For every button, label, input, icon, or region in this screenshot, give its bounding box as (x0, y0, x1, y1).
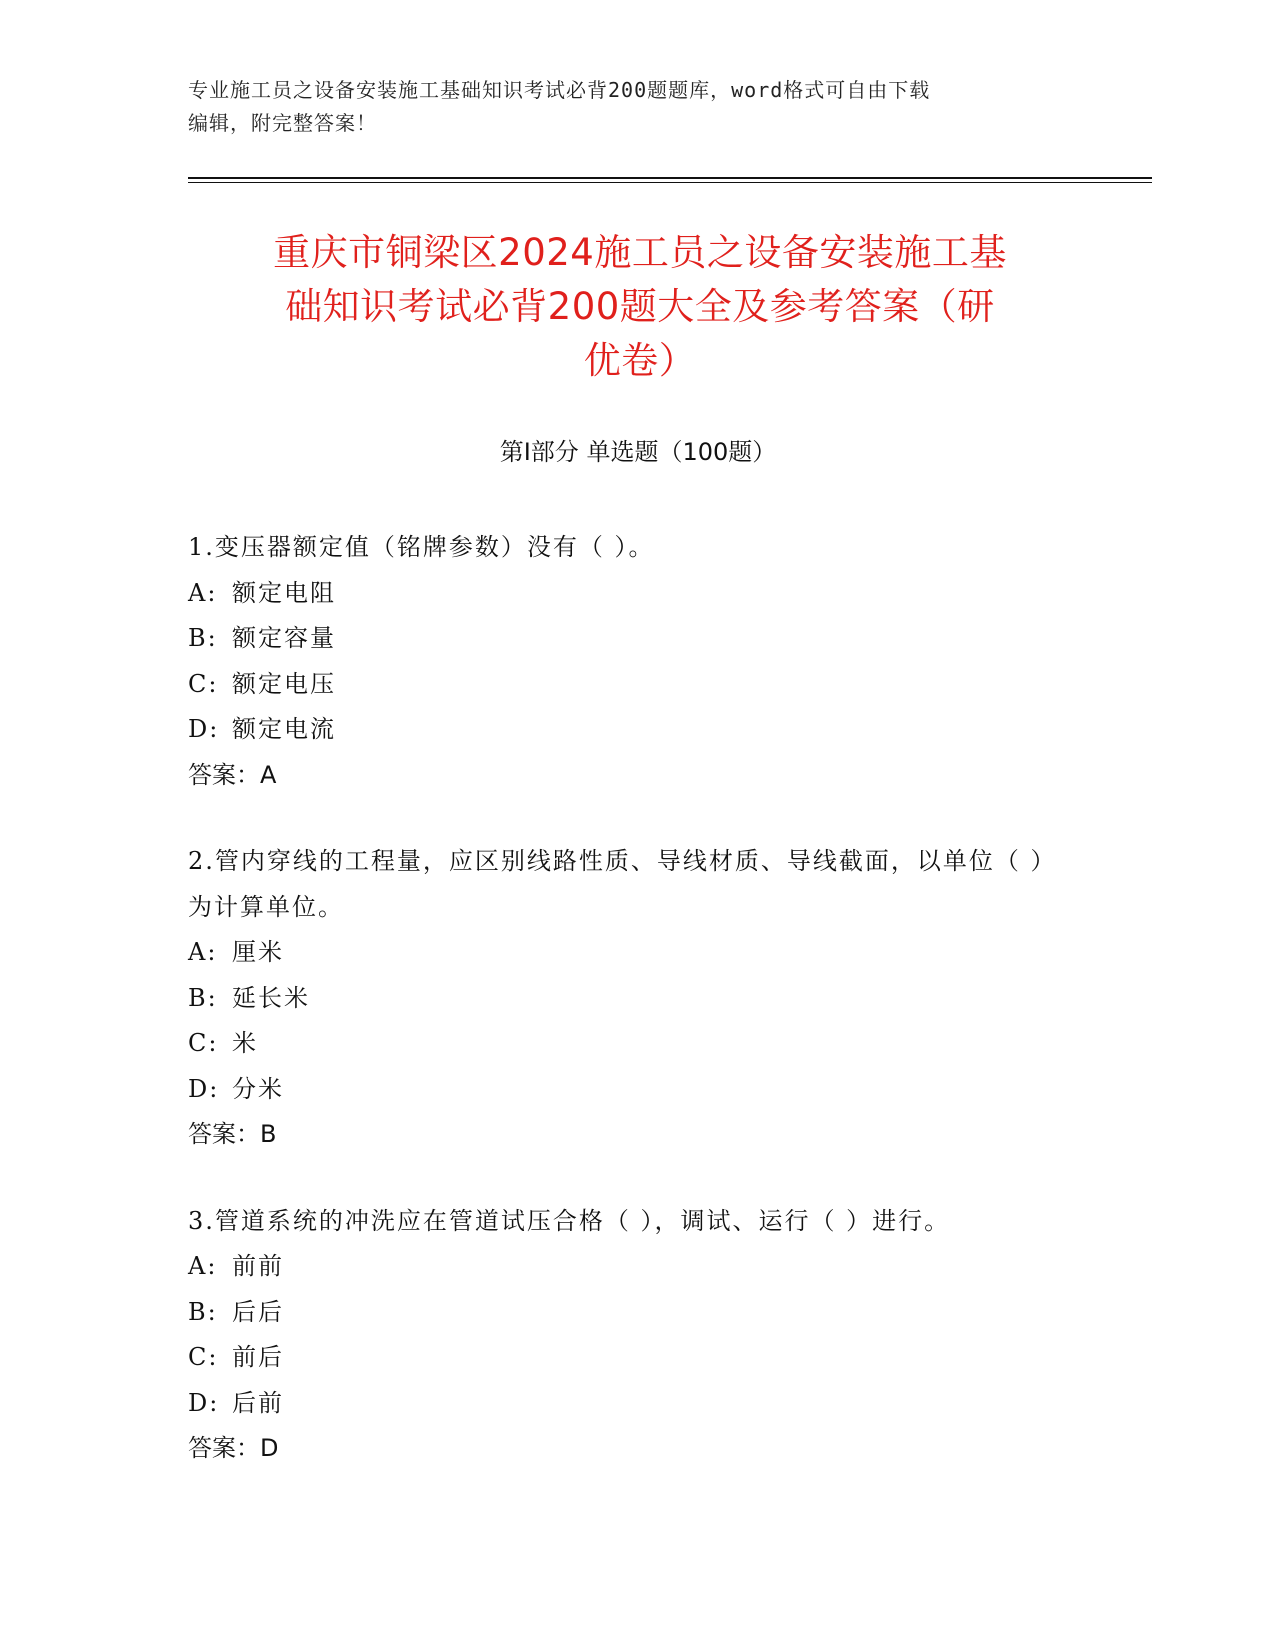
option-text: 后前 (232, 1388, 284, 1417)
option-key: B: (188, 624, 218, 652)
question-stem: 1.变压器额定值（铭牌参数）没有（ ）。 (188, 533, 655, 561)
option-a (188, 571, 1068, 617)
header-divider-thick (188, 177, 1152, 179)
option-key: C: (188, 1343, 219, 1371)
option-text: 米 (232, 1029, 258, 1057)
option-key: A: (188, 578, 218, 607)
document-title-line-1: 重庆市铜梁区2024施工员之设备安装施工基 (273, 231, 1007, 274)
option-text: 额定容量 (232, 624, 336, 652)
document-title (180, 226, 1100, 388)
question-3 (188, 1199, 1068, 1472)
question-2 (188, 839, 1068, 1158)
document-title-line-2: 础知识考试必背200题大全及参考答案（研 (285, 285, 995, 328)
option-text: 延长米 (232, 983, 310, 1012)
option-d (188, 1381, 1068, 1427)
option-text: 后后 (232, 1297, 284, 1326)
option-key: C: (188, 669, 219, 698)
option-d (188, 1067, 1068, 1113)
option-key: B: (188, 1297, 218, 1326)
option-text: 厘米 (232, 938, 284, 966)
option-key: B: (188, 983, 218, 1012)
option-text: 额定电阻 (232, 578, 336, 607)
question-stem: 2.管内穿线的工程量，应区别线路性质、导线材质、导线截面，以单位（ ）为计算单位。 (188, 847, 1057, 921)
option-c (188, 1021, 1068, 1067)
question-stem: 3.管道系统的冲洗应在管道试压合格（ ），调试、运行（ ）进行。 (188, 1206, 951, 1235)
option-key: A: (188, 1252, 218, 1280)
option-c (188, 662, 1068, 708)
option-d (188, 707, 1068, 753)
option-c (188, 1335, 1068, 1381)
section-title: 第Ⅰ部分 单选题（100题） (499, 438, 777, 466)
answer: 答案：D (188, 1434, 279, 1462)
option-text: 前后 (232, 1343, 284, 1371)
header-divider-thin (188, 182, 1152, 183)
option-b (188, 976, 1068, 1022)
option-text: 前前 (232, 1252, 284, 1280)
answer: 答案：A (188, 760, 277, 789)
document-title-line-3: 优卷） (583, 339, 697, 382)
option-text: 分米 (232, 1074, 284, 1103)
option-key: D: (188, 1388, 220, 1417)
header-note-line-1: 专业施工员之设备安装施工基础知识考试必背200题题库，word格式可自由下载 (188, 78, 931, 102)
header-note-line-2: 编辑，附完整答案！ (188, 111, 377, 135)
option-a (188, 1244, 1068, 1290)
answer: 答案：B (188, 1120, 277, 1148)
header-note (188, 74, 1088, 140)
option-text: 额定电流 (232, 715, 336, 743)
option-key: D: (188, 1074, 220, 1103)
option-b (188, 616, 1068, 662)
option-key: D: (188, 715, 220, 743)
option-b (188, 1290, 1068, 1336)
option-key: C: (188, 1029, 219, 1057)
question-1 (188, 525, 1068, 798)
option-a (188, 930, 1068, 976)
option-text: 额定电压 (232, 669, 336, 698)
question-list (188, 525, 1068, 1513)
option-key: A: (188, 938, 218, 966)
